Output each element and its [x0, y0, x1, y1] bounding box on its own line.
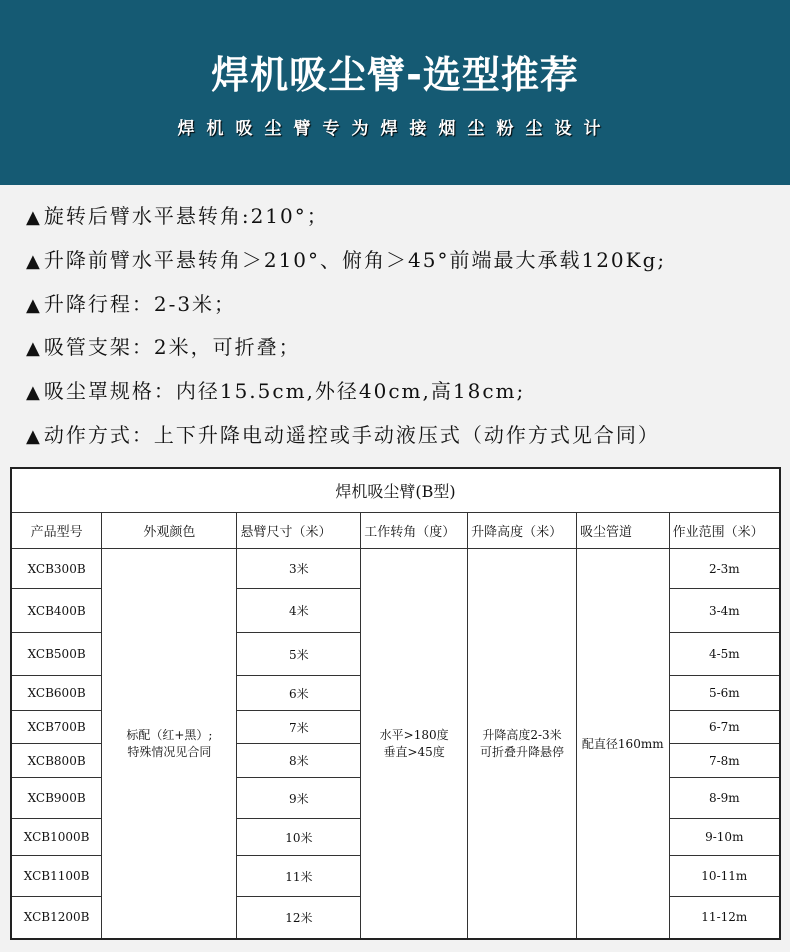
spec-item	[26, 419, 666, 463]
lift-cell	[468, 549, 577, 939]
spec-item	[26, 288, 666, 332]
range-cell: 5-6m	[669, 676, 780, 711]
col-header: 外观颜色	[102, 513, 237, 549]
table-title: 焊机吸尘臂(B型)	[11, 468, 780, 513]
col-header: 吸尘管道	[576, 513, 669, 549]
range-cell: 11-12m	[669, 897, 780, 939]
angle-cell	[361, 549, 468, 939]
model-cell: XCB900B	[11, 778, 102, 819]
angle-line: 水平>180度	[379, 728, 449, 743]
triangle-bullet-icon: ▲	[26, 294, 42, 316]
lift-line: 升降高度2-3米	[482, 728, 562, 743]
triangle-bullet-icon: ▲	[26, 207, 42, 228]
size-cell: 6米	[237, 676, 361, 711]
range-cell: 9-10m	[669, 819, 780, 856]
spec-text: 吸尘罩规格：内径15.5cm,外径40cm,高18cm;	[43, 379, 526, 404]
triangle-bullet-icon: ▲	[26, 425, 42, 447]
triangle-bullet-icon: ▲	[26, 250, 42, 272]
spec-table	[10, 467, 781, 940]
spec-text: 升降行程：2-3米；	[43, 291, 237, 316]
banner	[0, 0, 790, 185]
spec-text: 吸管支架：2米，可折叠；	[43, 335, 301, 360]
triangle-bullet-icon: ▲	[26, 382, 42, 404]
size-cell: 8米	[237, 744, 361, 778]
size-cell: 5米	[237, 633, 361, 676]
table-header-row	[11, 513, 780, 549]
spec-list	[26, 200, 666, 463]
range-cell: 2-3m	[669, 549, 780, 589]
range-cell: 4-5m	[669, 633, 780, 676]
size-cell: 4米	[237, 589, 361, 633]
page-title: 焊机吸尘臂-选型推荐	[211, 53, 579, 97]
col-header: 产品型号	[11, 513, 102, 549]
col-header: 悬臂尺寸（米）	[237, 513, 361, 549]
range-cell: 10-11m	[669, 856, 780, 897]
size-cell: 9米	[237, 778, 361, 819]
color-cell	[102, 549, 237, 939]
spec-text: 动作方式：上下升降电动遥控或手动液压式（动作方式见合同）	[43, 422, 660, 447]
size-cell: 10米	[237, 819, 361, 856]
spec-item	[26, 375, 666, 419]
col-header: 工作转角（度）	[361, 513, 468, 549]
spec-text: 旋转后臂水平悬转角:210°；	[43, 204, 329, 228]
subtitle: 焊机吸尘臂专为焊接烟尘粉尘设计	[177, 119, 613, 139]
spec-item	[26, 331, 666, 375]
col-header: 作业范围（米）	[669, 513, 780, 549]
col-header: 升降高度（米）	[468, 513, 577, 549]
size-cell: 12米	[237, 897, 361, 939]
range-cell: 3-4m	[669, 589, 780, 633]
size-cell: 3米	[237, 549, 361, 589]
spec-text: 升降前臂水平悬转角＞210°、俯角＞45°前端最大承载120Kg;	[43, 247, 667, 272]
model-cell: XCB600B	[11, 676, 102, 711]
range-cell: 7-8m	[669, 744, 780, 778]
color-line: 特殊情况见合同	[127, 745, 212, 760]
model-cell: XCB1100B	[11, 856, 102, 897]
model-cell: XCB1200B	[11, 897, 102, 939]
range-cell: 8-9m	[669, 778, 780, 819]
model-cell: XCB400B	[11, 589, 102, 633]
duct-cell: 配直径160mm	[576, 549, 669, 939]
range-cell: 6-7m	[669, 711, 780, 744]
model-cell: XCB500B	[11, 633, 102, 676]
spec-item	[26, 200, 666, 244]
model-cell: XCB700B	[11, 711, 102, 744]
size-cell: 7米	[237, 711, 361, 744]
spec-item	[26, 244, 666, 288]
table-row	[11, 549, 780, 589]
color-line: 标配（红+黑）;	[126, 728, 213, 743]
lift-line: 可折叠升降悬停	[480, 745, 565, 760]
size-cell: 11米	[237, 856, 361, 897]
model-cell: XCB800B	[11, 744, 102, 778]
triangle-bullet-icon: ▲	[26, 338, 42, 360]
angle-line: 垂直>45度	[383, 745, 445, 760]
model-cell: XCB300B	[11, 549, 102, 589]
model-cell: XCB1000B	[11, 819, 102, 856]
